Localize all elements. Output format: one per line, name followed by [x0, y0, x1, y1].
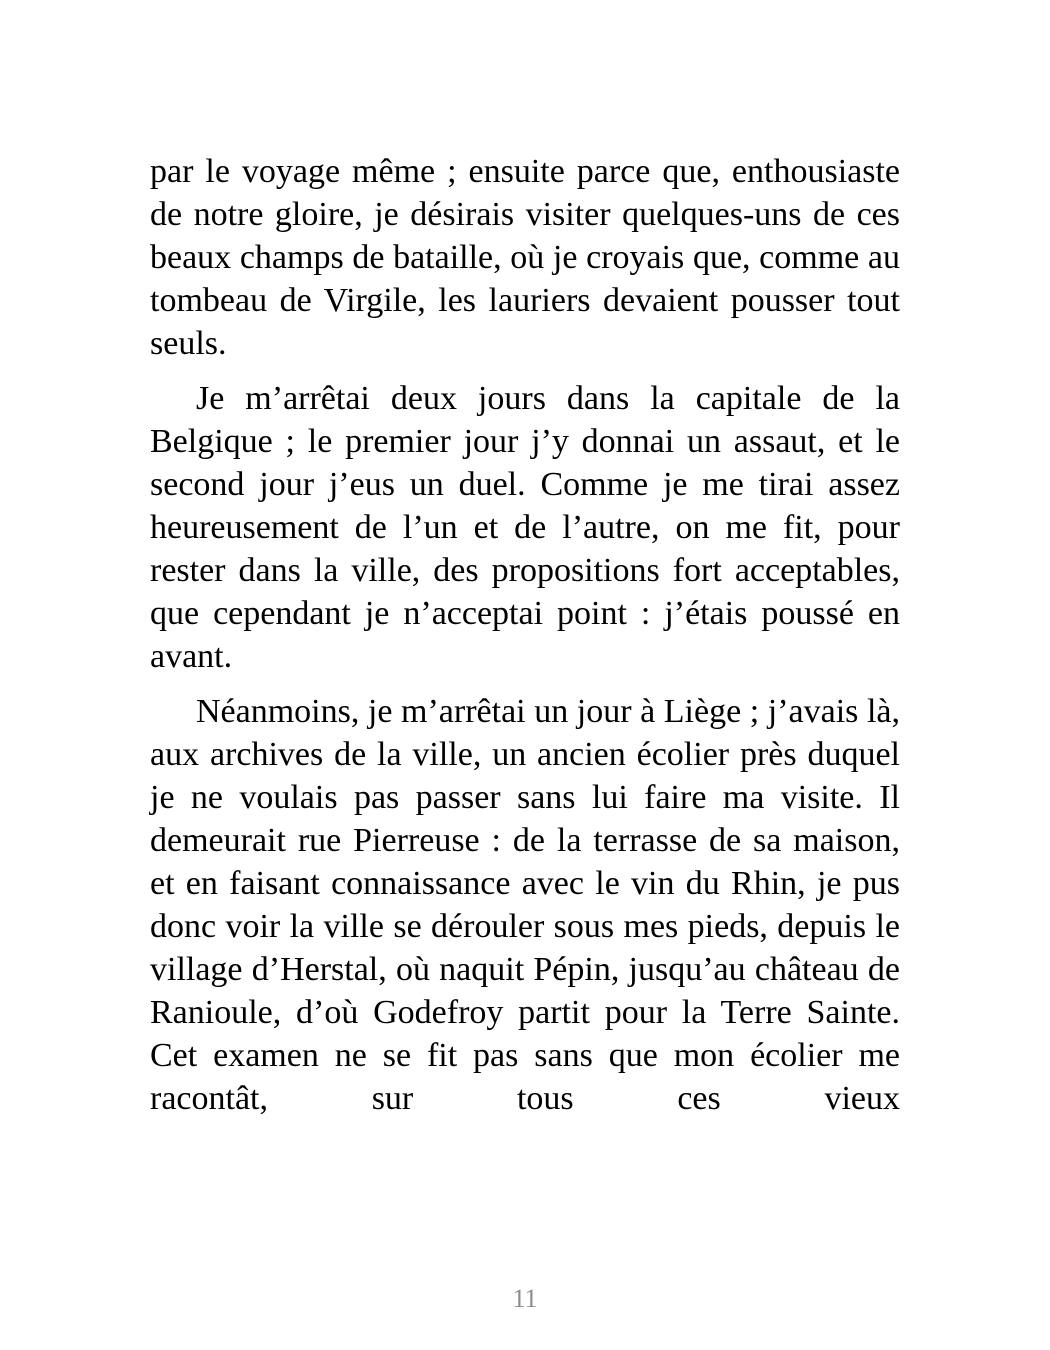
- paragraph-brussels: Je m’arrêtai deux jours dans la capitale de la Belgique ; le premier jour j’y donnai un assaut, et le second jour j’eus un duel. Comme je me tirai assez heureusement de l’un et de l’autre, on me fit, pour rester dans la ville, des propositions fort acceptables, que cependant je n’acceptai point : j’étais poussé en avant.: [150, 380, 900, 675]
- body-text: [150, 150, 900, 1120]
- paragraph-liege: Néanmoins, je m’arrêtai un jour à Liège ; j’avais là, aux archives de la ville, un ancien écolier près duquel je ne voulais pas passer sans lui faire ma visite. Il demeurait rue Pierreuse : de la terrasse de sa maison, et en faisant connaissance avec le vin du Rhin, je pus donc voir la ville se dérouler sous mes pieds, depuis le village d’Herstal, où naquit Pépin, jusqu’au château de Ranioule, d’où Godefroy partit pour la Terre Sainte. Cet examen ne se fit pas sans que mon écolier me racontât, sur tous ces vieux: [150, 693, 900, 1117]
- paragraph-continued: par le voyage même ; ensuite parce que, enthousiaste de notre gloire, je désirais visiter quelques-uns de ces beaux champs de bataille, où je croyais que, comme au tombeau de Virgile, les lauriers devaient pousser tout seuls.: [150, 153, 900, 362]
- page-number: 11: [512, 1284, 538, 1313]
